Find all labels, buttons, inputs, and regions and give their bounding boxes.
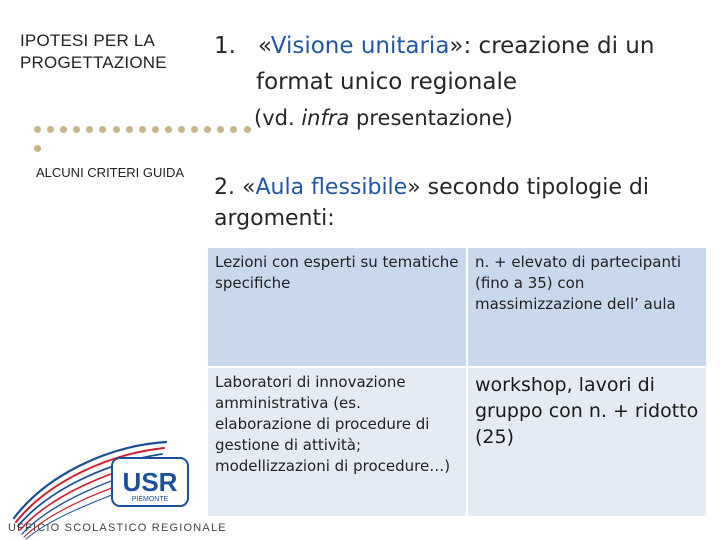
point-1-number: 1. (214, 33, 236, 59)
point-1-text: »: creazione di un (449, 33, 655, 59)
table-cell: Laboratori di innovazione amministrativa (es. elaborazione di procedure di gestione di attività; modellizzazioni di procedure…) (207, 367, 467, 517)
slide-heading (20, 30, 167, 74)
point-1 (214, 28, 714, 136)
dotted-divider (34, 126, 266, 134)
logo-sub: PIEMONTE (131, 496, 169, 503)
point-2: 2. «Aula flessibile» secondo tipologie di argomenti: (214, 175, 649, 231)
table-cell: workshop, lavori di gruppo con n. + ridotto (25) (467, 367, 707, 517)
point-2-number: 2. (214, 175, 235, 200)
table-cell: n. + elevato di partecipanti (fino a 35) con massimizzazione dell’ aula (467, 247, 707, 367)
point-2-text: » secondo tipologie di (407, 175, 649, 200)
heading-line-1: IPOTESI PER LA (20, 31, 156, 50)
table-cell: Lezioni con esperti su tematiche specifiche (207, 247, 467, 367)
point-1-highlight: Visione unitaria (270, 33, 450, 59)
heading-line-2: PROGETTAZIONE (20, 53, 167, 72)
point-2-highlight: Aula flessibile (255, 175, 408, 200)
point-1-line-3: (vd. infra presentazione) (254, 106, 513, 130)
criteria-table (206, 246, 708, 518)
criteria-label: ALCUNI CRITERI GUIDA (36, 165, 185, 180)
table-row (207, 247, 707, 367)
logo-mark: USR (122, 467, 178, 497)
point-1-line-2: format unico regionale (256, 69, 517, 95)
quote-open: « (257, 33, 271, 59)
logo-caption: UFFICIO SCOLASTICO REGIONALE (8, 522, 227, 534)
table-row (207, 367, 707, 517)
point-2-line-2: argomenti: (214, 206, 335, 231)
